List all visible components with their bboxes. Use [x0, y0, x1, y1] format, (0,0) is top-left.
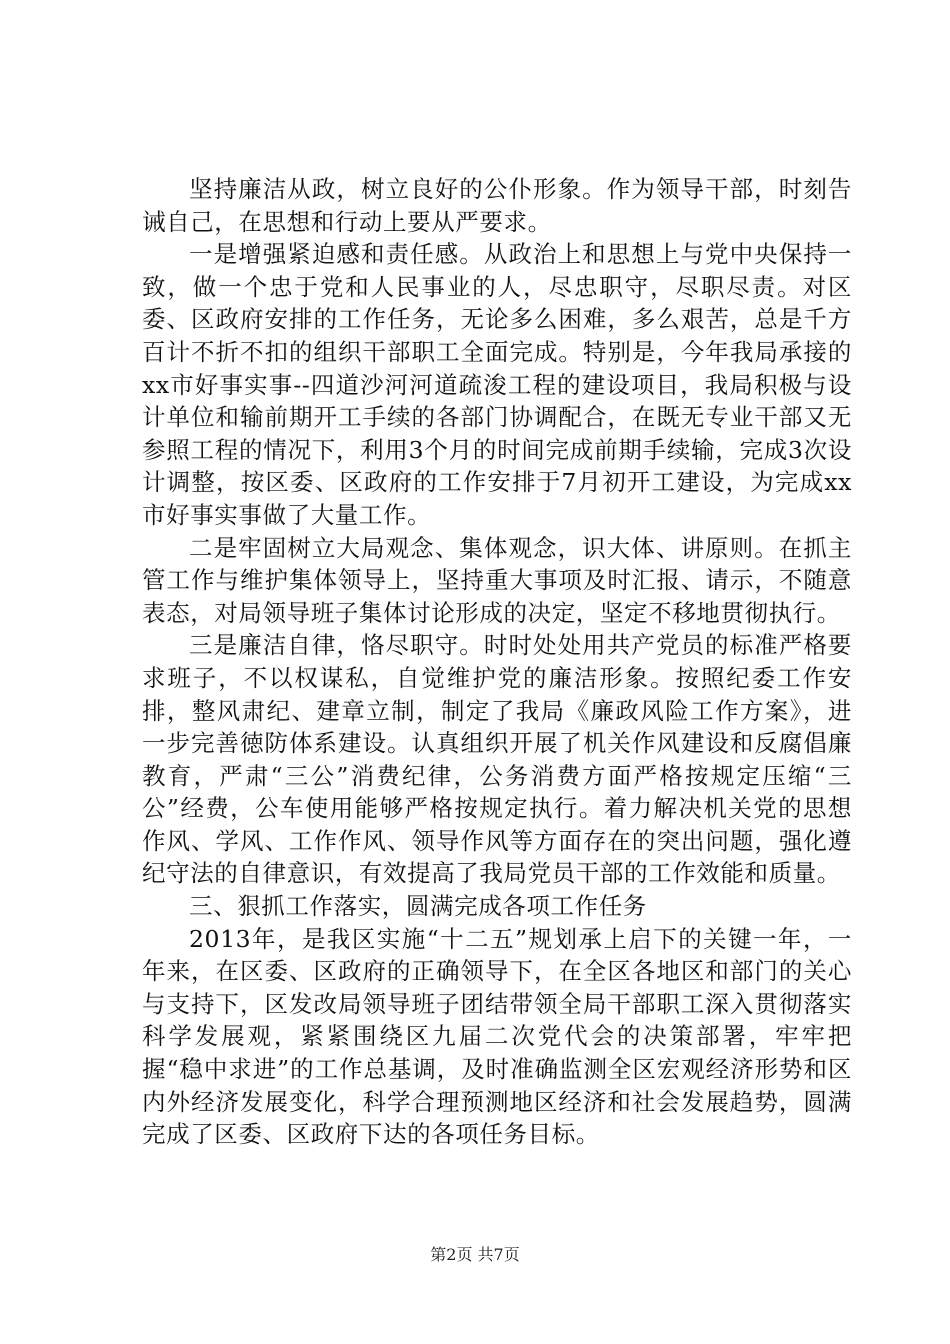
document-body: [142, 173, 852, 1151]
paragraph-self-discipline: 三是廉洁自律，恪尽职守。时时处处用共产党员的标准严格要求班子，不以权谋私，自觉维护党的廉洁形象。按照纪委工作安排，整风肃纪、建章立制，制定了我局《廉政风险工作方案》，进一步完善徳防体系建设。认真组织开展了机关作风建设和反腐倡廉教育，严肃“三公”消费纪律，公务消费方面严格按规定压缩“三公”经费，公车使用能够严格按规定执行。着力解决机关党的思想作风、学风、工作作风、领导作风等方面存在的突出问题，强化遵纪守法的自律意识，有效提高了我局党员干部的工作效能和质量。: [142, 631, 852, 888]
section-heading: 三、狠抓工作落实，圆满完成各项工作任务: [189, 892, 647, 921]
paragraph-2013-summary: 2013年，是我区实施“十二五”规划承上启下的关键一年，一年来，在区委、区政府的正确领导下，在全区各地区和部门的关心与支持下，区发改局领导班子团结带领全局干部职工深入贯彻落实科学发展观，紧紧围绕区九届二次党代会的决策部署，牢牢把握“稳中求进”的工作总基调，及时准确监测全区宏观经济形势和区内外经济发展变化，科学合理预测地区经济和社会发展趋势，圆满完成了区委、区政府下达的各项任务目标。: [142, 924, 852, 1149]
page-number-footer: 第2页 共7页: [430, 1245, 520, 1264]
paragraph-overall-view: 二是牢固树立大局观念、集体观念，识大体、讲原则。在抓主管工作与维护集体领导上，坚持重大事项及时汇报、请示，不随意表态，对局领导班子集体讨论形成的决定，坚定不移地贯彻执行。: [142, 533, 852, 627]
paragraph-integrity: 坚持廉洁从政，树立良好的公仆形象。作为领导干部，时刻告诫自己，在思想和行动上要从严要求。: [142, 175, 852, 236]
paragraph-urgency-responsibility: 一是增强紧迫感和责任感。从政治上和思想上与党中央保持一致，做一个忠于党和人民事业的人，尽忠职守，尽职尽责。对区委、区政府安排的工作任务，无论多么困难，多么艰苦，总是千方百计不折不扣的组织干部职工全面完成。特别是，今年我局承接的xx市好事实事--四道沙河河道疏浚工程的建设项目，我局积极与设计单位和输前期开工手续的各部门协调配合，在既无专业干部又无参照工程的情况下，利用3个月的时间完成前期手续输，完成3次设计调整，按区委、区政府的工作安排于7月初开工建设，为完成xx市好事实事做了大量工作。: [142, 240, 852, 529]
